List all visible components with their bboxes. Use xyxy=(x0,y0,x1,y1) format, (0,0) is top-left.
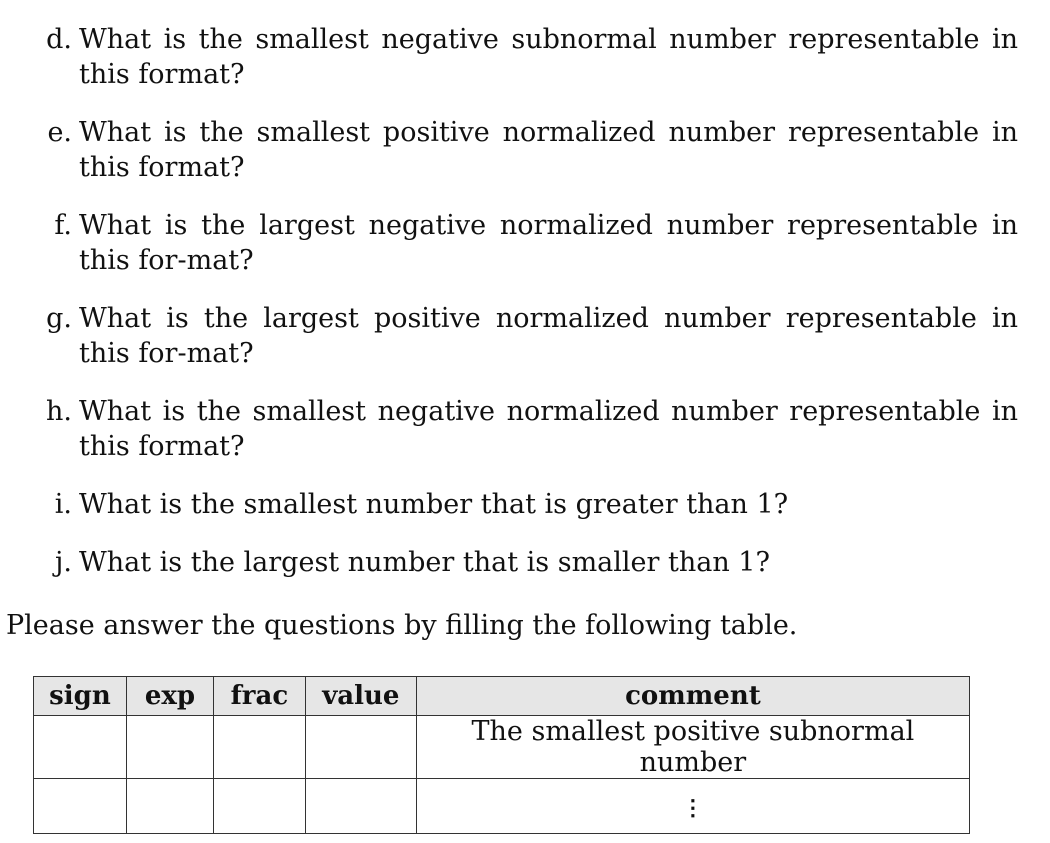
question-label: j. xyxy=(55,547,72,578)
question-h xyxy=(38,394,1018,464)
cell-frac[interactable] xyxy=(213,716,305,779)
question-label: f. xyxy=(54,210,72,241)
answer-table xyxy=(33,676,970,834)
question-label: d. xyxy=(46,24,72,55)
question-e xyxy=(38,115,1018,185)
question-text: What is the smallest negative normalized number representable in this format? xyxy=(79,396,1018,462)
cell-comment: The smallest positive subnormal number xyxy=(416,716,969,779)
vertical-ellipsis: ⋮ xyxy=(681,794,704,821)
cell-exp[interactable] xyxy=(126,779,213,834)
question-label: i. xyxy=(54,489,72,520)
question-label: h. xyxy=(46,396,72,427)
question-g xyxy=(38,301,1018,371)
table-row xyxy=(34,716,970,779)
cell-value[interactable] xyxy=(305,779,416,834)
question-text: What is the largest number that is smaller than 1? xyxy=(79,547,770,578)
header-frac: frac xyxy=(213,677,305,716)
header-value: value xyxy=(305,677,416,716)
header-sign: sign xyxy=(34,677,127,716)
table-row xyxy=(34,779,970,834)
question-d xyxy=(38,22,1018,92)
question-text: What is the largest negative normalized number representable in this for-mat? xyxy=(79,210,1018,276)
question-i xyxy=(38,487,1018,522)
instruction-text: Please answer the questions by filling the following table. xyxy=(6,610,798,641)
question-text: What is the smallest positive normalized number representable in this format? xyxy=(79,117,1018,183)
header-exp: exp xyxy=(126,677,213,716)
question-text: What is the smallest negative subnormal number representable in this format? xyxy=(79,24,1018,90)
question-label: g. xyxy=(46,303,72,334)
question-text: What is the smallest number that is greater than 1? xyxy=(79,489,789,520)
table-header-row xyxy=(34,677,970,716)
question-text: What is the largest positive normalized number representable in this for-mat? xyxy=(79,303,1018,369)
cell-sign[interactable] xyxy=(34,779,127,834)
cell-exp[interactable] xyxy=(126,716,213,779)
cell-frac[interactable] xyxy=(213,779,305,834)
cell-sign[interactable] xyxy=(34,716,127,779)
cell-value[interactable] xyxy=(305,716,416,779)
cell-comment-continuation xyxy=(416,779,969,834)
header-comment: comment xyxy=(416,677,969,716)
question-j xyxy=(38,545,1018,580)
question-f xyxy=(38,208,1018,278)
question-label: e. xyxy=(47,117,72,148)
